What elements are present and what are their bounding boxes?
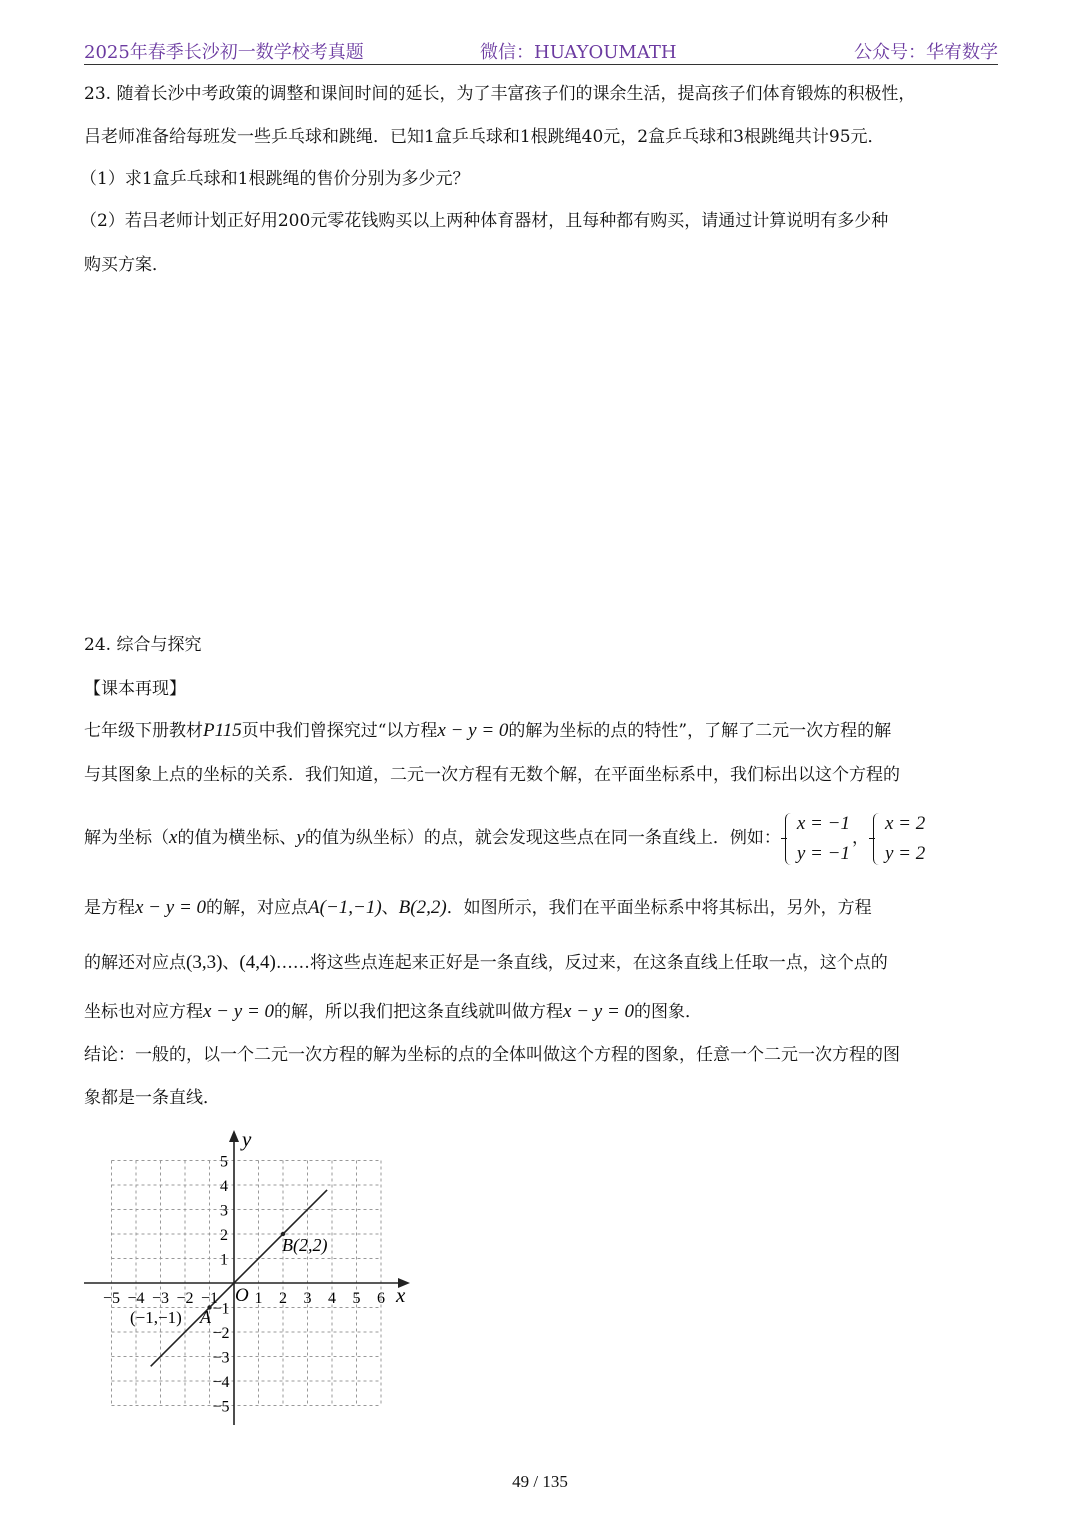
- y-tick-label: −5: [212, 1398, 230, 1416]
- x-axis-label: x: [396, 1283, 406, 1307]
- text: 的解为坐标的点的特性”，了解了二元一次方程的解: [508, 721, 892, 741]
- q23-part2b: 购买方案．: [84, 255, 169, 275]
- q23-line2: 吕老师准备给每班发一些乒乓球和跳绳．已知1盒乒乓球和1根跳绳40元，2盒乒乓球和3根跳绳共计95元．: [84, 127, 885, 147]
- y-tick-label: 4: [220, 1178, 228, 1195]
- x-tick-label: 1: [254, 1290, 263, 1307]
- x-tick-label: −5: [102, 1290, 121, 1307]
- q24-conclusion-1: 结论：一般的，以一个二元一次方程的解为坐标的点的全体叫做这个方程的图象，任意一个二元一次方程的图: [84, 1045, 900, 1065]
- y-tick-label: −3: [212, 1349, 230, 1367]
- text: 坐标也对应方程: [84, 1002, 203, 1022]
- var-y: y: [296, 827, 305, 848]
- page-ref: P115: [203, 720, 242, 741]
- point-a: A(−1,−1): [308, 897, 382, 918]
- q24-title: 24. 综合与探究: [84, 635, 202, 655]
- label-b-text: B(2,2): [282, 1235, 328, 1255]
- sys2-top: x = 2: [884, 812, 926, 834]
- x-tick-label: −1: [200, 1290, 219, 1307]
- y-axis-arrow-icon: [229, 1130, 239, 1142]
- label-a-coord: (−1,−1): [130, 1308, 182, 1327]
- label-b: [282, 1235, 327, 1256]
- q24-paragraph-1: [84, 718, 891, 744]
- text: 的图象．: [634, 1002, 703, 1022]
- x-tick-label: −3: [151, 1290, 170, 1307]
- x-tick-label: 3: [303, 1290, 312, 1307]
- header-left: 2025年春季长沙初一数学校考真题: [84, 42, 364, 63]
- sys1-top: x = −1: [796, 812, 850, 834]
- text: ……将这些点连起来正好是一条直线，反过来，在这条直线上任取一点，这个点的: [275, 953, 888, 973]
- header-right: 公众号：华宥数学: [854, 42, 998, 63]
- x-tick-label: −4: [127, 1290, 145, 1307]
- q24-paragraph-6: [84, 999, 702, 1025]
- sys2-bottom: y = 2: [884, 842, 926, 864]
- sys1-bottom: y = −1: [796, 842, 850, 864]
- origin-label: O: [235, 1285, 249, 1306]
- y-tick-label: 5: [220, 1153, 228, 1171]
- x-tick-label: 2: [279, 1290, 287, 1307]
- text: 是方程: [84, 898, 135, 918]
- text: 的解，所以我们把这条直线就叫做方程: [274, 1002, 564, 1022]
- text: ．如图所示，我们在平面坐标系中将其标出，另外，方程: [446, 898, 872, 918]
- q24-paragraph-2: 与其图象上点的坐标的关系．我们知道，二元一次方程有无数个解，在平面坐标系中，我们标出以这个方程的: [84, 765, 900, 785]
- point-44: (4,4): [239, 952, 276, 973]
- equation: x − y = 0: [203, 1001, 275, 1022]
- y-tick-label: −1: [212, 1300, 230, 1318]
- x-tick-label: 4: [328, 1290, 336, 1307]
- point-b: B(2,2): [398, 897, 447, 918]
- q24-paragraph-4: [84, 895, 872, 921]
- text: 的值为纵坐标）的点，就会发现这些点在同一条直线上．例如：: [304, 828, 781, 848]
- y-tick-label: 2: [220, 1227, 228, 1244]
- equation: x − y = 0: [563, 1001, 635, 1022]
- equation-system-1: [783, 809, 850, 869]
- text: ，: [851, 828, 869, 848]
- q23-part2a: （2）若吕老师计划正好用200元零花钱购买以上两种体育器材，且每种都有购买，请通过计算说明有多少种: [80, 211, 889, 231]
- y-axis-label: y: [242, 1127, 252, 1151]
- equation-system-2: [871, 809, 925, 869]
- header-rule: [84, 64, 998, 65]
- x-tick-label: 6: [377, 1290, 385, 1307]
- point-33: (3,3): [186, 952, 223, 973]
- x-tick-label: −2: [176, 1290, 194, 1307]
- x-tick-label: 5: [352, 1290, 361, 1307]
- page-header: [84, 38, 998, 62]
- header-center: 微信：HUAYOUMATH: [480, 42, 677, 63]
- y-tick-label: −2: [212, 1325, 230, 1342]
- var-x: x: [169, 827, 178, 848]
- equation: x − y = 0: [135, 897, 207, 918]
- q24-section: 【课本再现】: [84, 679, 186, 699]
- page-number: 49 / 135: [512, 1472, 568, 1491]
- text: 解为坐标（: [84, 828, 169, 848]
- q24-paragraph-5: [84, 950, 888, 976]
- q23-part1: （1）求1盒乒乓球和1根跳绳的售价分别为多少元？: [80, 169, 470, 189]
- q24-conclusion-2: 象都是一条直线．: [84, 1088, 220, 1108]
- text: 、: [222, 953, 240, 973]
- line-x-minus-y-equals-0: [151, 1190, 327, 1366]
- text: 的解还对应点: [84, 953, 186, 973]
- text: 页中我们曾探究过“以方程: [241, 721, 438, 741]
- q23-line1: 23. 随着长沙中考政策的调整和课间时间的延长，为了丰富孩子们的课余生活，提高孩子们体育锻炼的积极性，: [84, 84, 916, 104]
- q24-paragraph-3: [84, 808, 927, 869]
- y-tick-label: 1: [220, 1251, 228, 1269]
- y-tick-label: −4: [212, 1374, 230, 1391]
- text: 、: [381, 898, 399, 918]
- text: 七年级下册教材: [84, 721, 203, 741]
- equation: x − y = 0: [437, 720, 509, 741]
- text: 的解，对应点: [206, 898, 309, 918]
- y-tick-label: 3: [220, 1202, 228, 1220]
- text: 的值为横坐标、: [177, 828, 297, 848]
- coordinate-graph: [80, 1120, 420, 1430]
- label-a: A: [200, 1307, 211, 1327]
